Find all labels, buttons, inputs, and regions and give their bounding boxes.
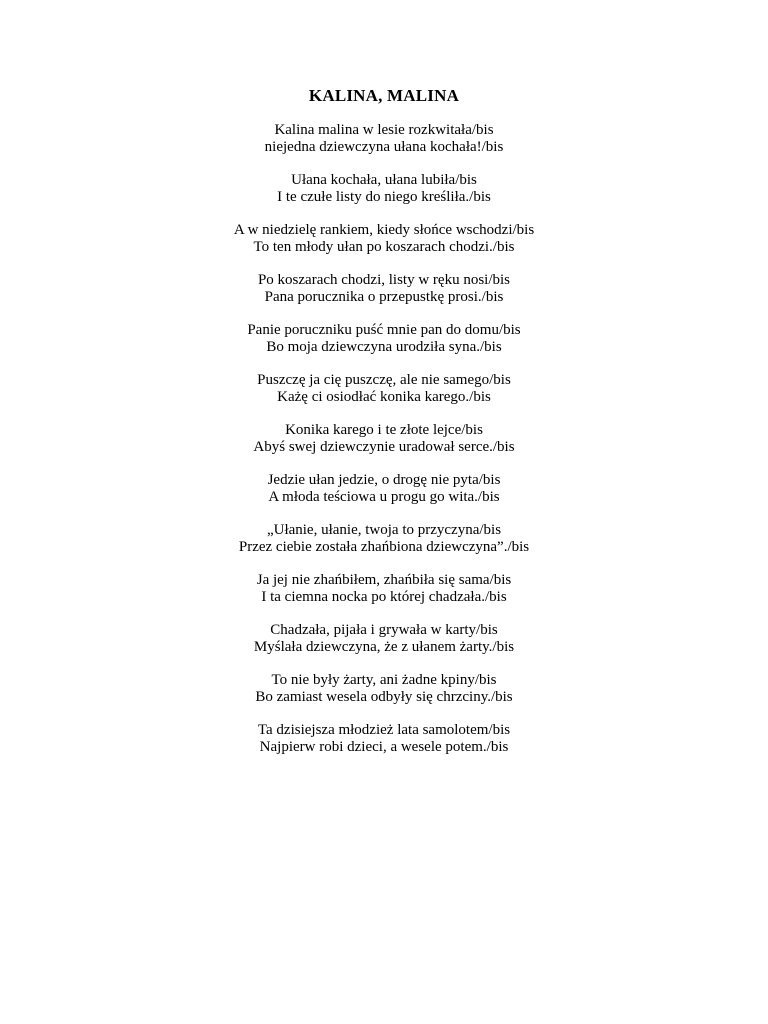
song-title: KALINA, MALINA bbox=[308, 86, 460, 105]
poem-line: Bo moja dziewczyna urodziła syna./bis bbox=[266, 339, 502, 355]
poem-body bbox=[0, 122, 768, 772]
poem-line: niejedna dziewczyna ułana kochała!/bis bbox=[264, 139, 504, 155]
stanza-1 bbox=[0, 122, 768, 156]
poem-line: I te czułe listy do niego kreśliła./bis bbox=[277, 189, 491, 205]
stanza-4 bbox=[0, 272, 768, 306]
stanza-3 bbox=[0, 222, 768, 256]
poem-line: Myślała dziewczyna, że z ułanem żarty./bis bbox=[253, 639, 515, 655]
stanza-13 bbox=[0, 722, 768, 756]
poem-line: Ja jej nie zhańbiłem, zhańbiła się sama/bis bbox=[256, 572, 512, 588]
poem-line: Bo zamiast wesela odbyły się chrzciny./bis bbox=[255, 689, 513, 705]
poem-line: Konika karego i te złote lejce/bis bbox=[285, 422, 483, 438]
stanza-10 bbox=[0, 572, 768, 606]
stanza-8 bbox=[0, 472, 768, 506]
poem-line: Puszczę ja cię puszczę, ale nie samego/bis bbox=[257, 372, 511, 388]
poem-line: Najpierw robi dzieci, a wesele potem./bis bbox=[259, 739, 509, 755]
poem-line: Chadzała, pijała i grywała w karty/bis bbox=[270, 622, 498, 638]
stanza-12 bbox=[0, 672, 768, 706]
poem-line: I ta ciemna nocka po której chadzała./bis bbox=[261, 589, 507, 605]
poem-line: Ta dzisiejsza młodzież lata samolotem/bis bbox=[257, 722, 511, 738]
poem-line: A w niedzielę rankiem, kiedy słońce wschodzi/bis bbox=[233, 222, 535, 238]
poem-line: Jedzie ułan jedzie, o drogę nie pyta/bis bbox=[267, 472, 501, 488]
poem-line: Każę ci osiodłać konika karego./bis bbox=[277, 389, 491, 405]
poem-line: Kalina malina w lesie rozkwitała/bis bbox=[274, 122, 494, 138]
stanza-2 bbox=[0, 172, 768, 206]
poem-line: Ułana kochała, ułana lubiła/bis bbox=[291, 172, 477, 188]
poem-line: Po koszarach chodzi, listy w ręku nosi/bis bbox=[257, 272, 511, 288]
poem-line: To nie były żarty, ani żadne kpiny/bis bbox=[271, 672, 497, 688]
stanza-6 bbox=[0, 372, 768, 406]
stanza-7 bbox=[0, 422, 768, 456]
poem-line: Pana porucznika o przepustkę prosi./bis bbox=[264, 289, 504, 305]
stanza-5 bbox=[0, 322, 768, 356]
poem-line: A młoda teściowa u progu go wita./bis bbox=[268, 489, 500, 505]
poem-line: Panie poruczniku puść mnie pan do domu/bis bbox=[247, 322, 521, 338]
poem-line: To ten młody ułan po koszarach chodzi./bis bbox=[253, 239, 515, 255]
poem-line: Przez ciebie została zhańbiona dziewczyna”./bis bbox=[238, 539, 530, 555]
stanza-9 bbox=[0, 522, 768, 556]
stanza-11 bbox=[0, 622, 768, 656]
poem-line: „Ułanie, ułanie, twoja to przyczyna/bis bbox=[266, 522, 502, 538]
poem-line: Abyś swej dziewczynie uradował serce./bis bbox=[253, 439, 515, 455]
